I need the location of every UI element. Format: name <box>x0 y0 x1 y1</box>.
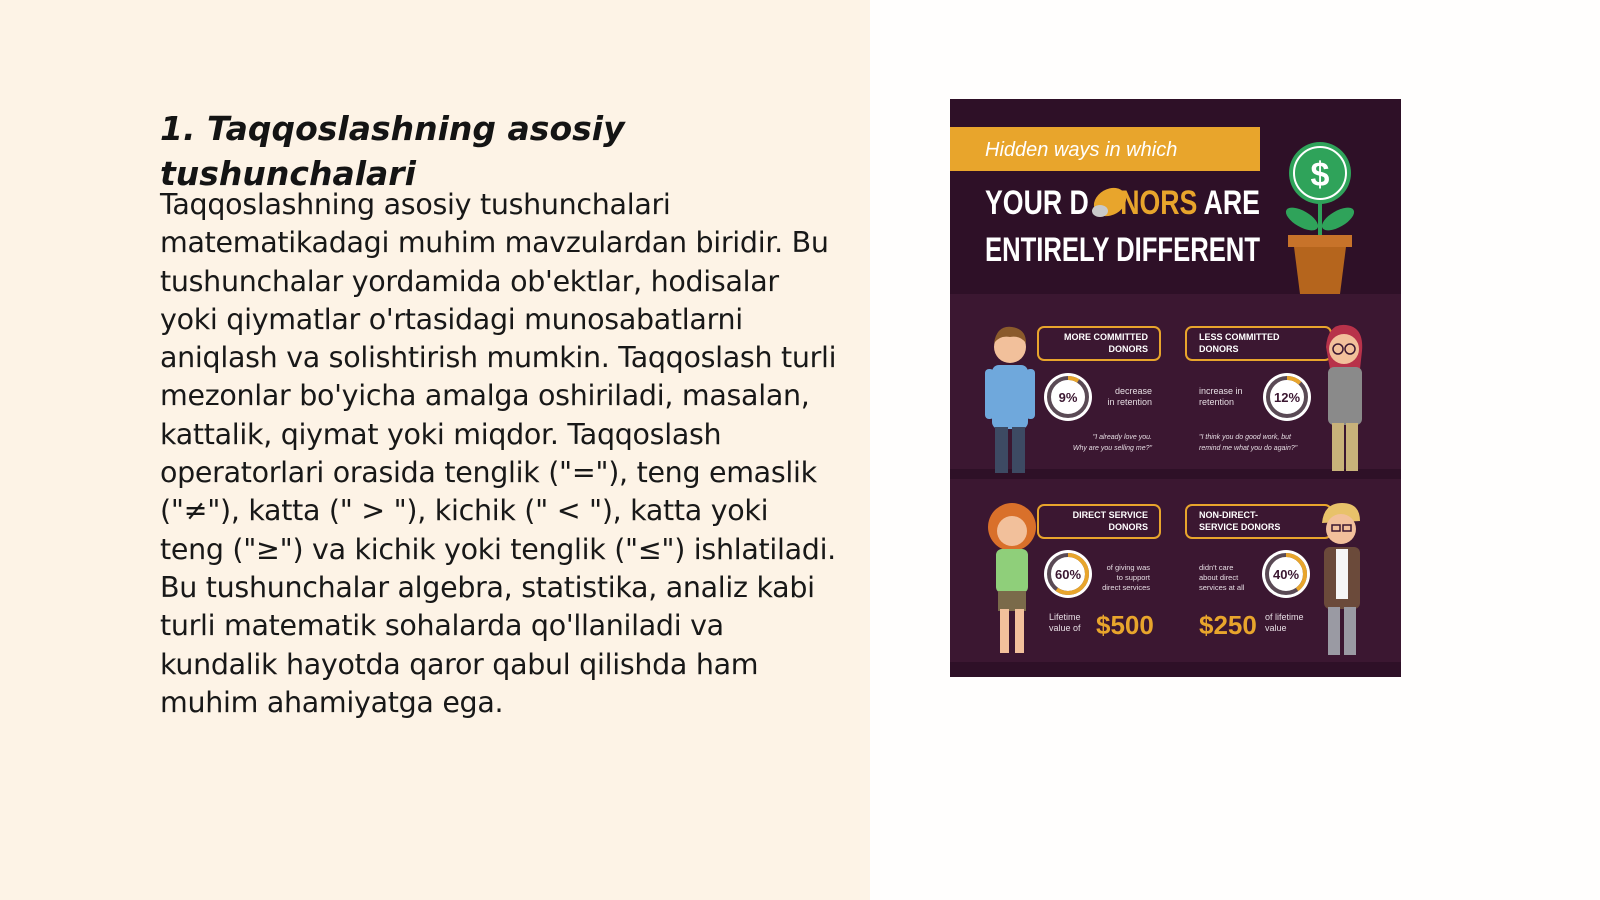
card-2-percent: 12% <box>1273 390 1301 405</box>
card-3-label-2: DONORS <box>1108 522 1148 532</box>
card-2-label: LESS COMMITTED <box>1199 332 1280 342</box>
card-3-desc-3: direct services <box>1102 583 1150 592</box>
card-1-quote-2: Why are you selling me?" <box>1072 445 1152 452</box>
headline-line-2: ENTIRELY DIFFERENT <box>985 231 1261 269</box>
card-1-quote: "I already love you. <box>1092 434 1152 441</box>
card-2-quote-2: remind me what you do again?" <box>1199 445 1298 452</box>
card-4-label-2: SERVICE DONORS <box>1199 522 1281 532</box>
card-4-value-label-2: value <box>1265 623 1287 633</box>
card-4-value-label: of lifetime <box>1265 612 1304 622</box>
card-4-label: NON-DIRECT- <box>1199 510 1258 520</box>
card-3-label: DIRECT SERVICE <box>1072 510 1148 520</box>
card-3-desc: of giving was <box>1106 563 1150 572</box>
card-2-quote: "I think you do good work, but <box>1199 434 1291 441</box>
headline-your: YOUR D <box>985 184 1118 222</box>
card-4-desc-2: about direct <box>1199 573 1239 582</box>
card-1-desc-2: in retention <box>1107 397 1152 407</box>
card-4-desc: didn't care <box>1199 563 1234 572</box>
donors-infographic <box>950 99 1401 677</box>
card-1-label: MORE COMMITTED <box>1064 332 1148 342</box>
slide-body-text: Taqqoslashning asosiy tushunchalari matematikadagi muhim mavzulardan biridir. Bu tushunchalar yordamida ob'ektlar, hodisalar yoki qiymatlar o'rtasidagi munosabatlarni aniqlash va solishtirish mumkin. Taqqoslash turli mezonlar bo'yicha amalga oshiriladi, masalan, kattalik, qiymat yoki miqdor. Taqqoslash operatorlari orasida tenglik ("="), teng emaslik ("≠"), katta (" > "), kichik (" < "), katta yoki teng ("≥") va kichik yoki tenglik ("≤") ishlatiladi. Bu tushunchalar algebra, statistika, analiz kabi turli matematik sohalarda qo'llaniladi va kundalik hayotda qaror qabul qilishda ham muhim ahamiyatga ega. <box>160 188 837 719</box>
headline-donors: NORS <box>1120 184 1219 222</box>
card-3-amount: $500 <box>1096 610 1154 640</box>
card-2-desc: increase in <box>1199 386 1243 396</box>
card-2-desc-2: retention <box>1199 397 1235 407</box>
card-3-value-label: Lifetime <box>1049 612 1081 622</box>
card-1-label-2: DONORS <box>1108 344 1148 354</box>
card-4-amount: $250 <box>1199 610 1257 640</box>
dollar-sign: $ <box>1310 156 1330 194</box>
card-1-percent: 9% <box>1058 390 1078 405</box>
card-3-desc-2: to support <box>1116 573 1150 582</box>
card-2-label-2: DONORS <box>1199 344 1239 354</box>
slide-title: 1. Taqqoslashning asosiy tushunchalari <box>160 109 625 193</box>
card-3-percent: 60% <box>1054 567 1082 582</box>
banner-text: Hidden ways in which <box>985 139 1178 161</box>
card-4-desc-3: services at all <box>1199 583 1245 592</box>
card-1-desc: decrease <box>1114 386 1152 396</box>
headline-are: ARE <box>1203 184 1276 222</box>
card-4-percent: 40% <box>1272 567 1300 582</box>
card-non-direct-service <box>1186 503 1360 655</box>
card-3-value-label-2: value of <box>1049 623 1081 633</box>
